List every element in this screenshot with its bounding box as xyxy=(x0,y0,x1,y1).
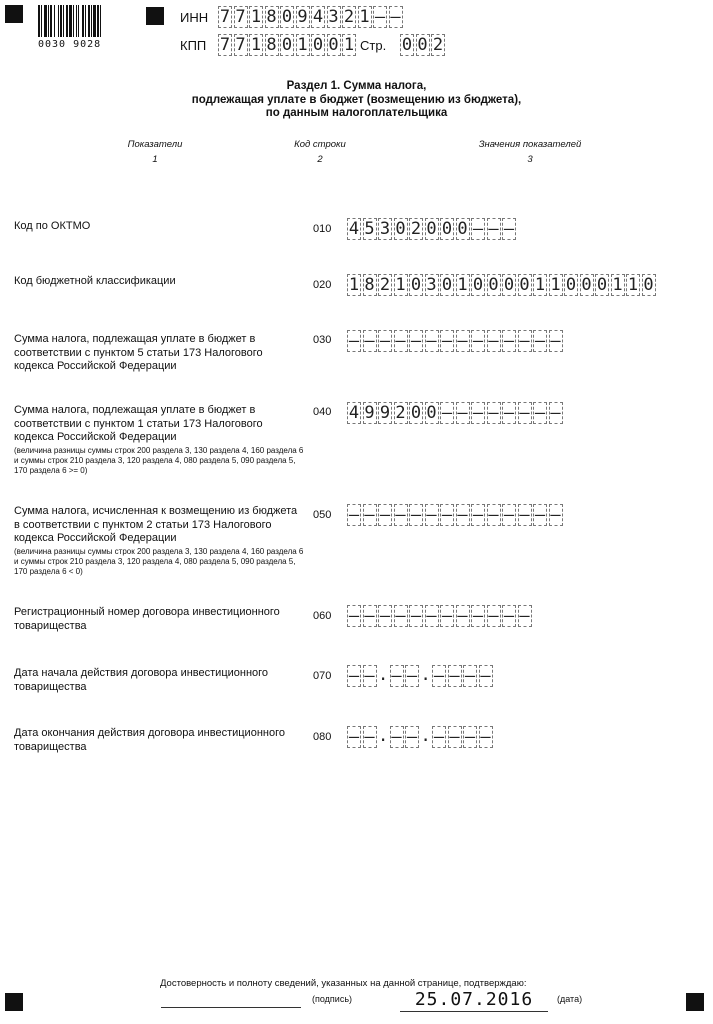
char-cell: – xyxy=(503,403,515,423)
char-cell: 0 xyxy=(426,219,437,239)
char-cell: 0 xyxy=(441,219,453,239)
row-value-cells xyxy=(347,665,494,687)
char-cell: – xyxy=(488,403,499,423)
char-cell: – xyxy=(457,331,468,351)
char-cell: – xyxy=(348,606,360,626)
inn-cells xyxy=(218,6,404,28)
char-cell: 9 xyxy=(364,403,375,423)
char-cell: 2 xyxy=(410,219,422,239)
signature-line xyxy=(161,1007,301,1008)
char-cell: 7 xyxy=(235,7,246,27)
char-cell: – xyxy=(534,403,546,423)
char-cell: – xyxy=(550,331,561,351)
section-title-line3: по данным налогоплательщика xyxy=(265,107,448,119)
char-cell: – xyxy=(395,505,406,525)
column-header-values xyxy=(460,137,600,167)
char-cell: – xyxy=(379,331,391,351)
char-cell: 3 xyxy=(328,7,339,27)
char-cell: – xyxy=(364,331,375,351)
char-cell: 1 xyxy=(612,275,623,295)
row-note: (величина разницы суммы строк 200 раздела 3, 130 раздела 4, 160 раздела 6 и суммы строк 210 раздела 3, 120 раздела 4, 080 раздела 5, 090 раздела 5, 170 раздела 6 >= 0) xyxy=(14,445,304,475)
char-cell: 0 xyxy=(401,35,413,55)
char-cell: – xyxy=(503,606,515,626)
column-number: 1 xyxy=(152,154,158,165)
char-cell: 1 xyxy=(359,7,370,27)
inn-label: ИНН xyxy=(180,10,209,25)
char-cell: 2 xyxy=(379,275,391,295)
char-cell: – xyxy=(534,505,546,525)
char-cell: – xyxy=(503,219,515,239)
char-cell: – xyxy=(395,606,406,626)
char-cell: – xyxy=(480,666,491,686)
char-cell: – xyxy=(472,505,484,525)
row-label: Регистрационный номер договора инвестиционного товарищества xyxy=(14,606,280,632)
char-cell: – xyxy=(449,666,460,686)
char-cell: . xyxy=(378,726,389,746)
column-header-indicators xyxy=(100,137,210,167)
corner-marker-top-left xyxy=(5,5,23,23)
char-cell: – xyxy=(519,331,530,351)
char-cell: – xyxy=(364,727,375,747)
row-value-cells xyxy=(347,330,564,352)
char-cell: – xyxy=(406,727,418,747)
char-cell: – xyxy=(449,727,460,747)
section-title xyxy=(0,80,713,121)
char-cell: – xyxy=(441,403,453,423)
char-cell: – xyxy=(364,666,375,686)
barcode-number: 0030 9028 xyxy=(38,39,102,50)
char-cell: 4 xyxy=(348,219,360,239)
char-cell: 0 xyxy=(410,275,422,295)
char-cell: – xyxy=(395,331,406,351)
char-cell: – xyxy=(550,403,561,423)
char-cell: 1 xyxy=(627,275,639,295)
char-cell: 2 xyxy=(343,7,355,27)
char-cell: – xyxy=(472,219,484,239)
section-title-line1: Раздел 1. Сумма налога, xyxy=(286,80,427,92)
char-cell: – xyxy=(374,7,386,27)
row-label-text: Сумма налога, подлежащая уплате в бюджет в соответствии с пунктом 1 статьи 173 Налогового кодекса Российской Федерации xyxy=(14,404,263,443)
char-cell: – xyxy=(406,666,418,686)
char-cell: – xyxy=(410,606,422,626)
char-cell: . xyxy=(420,726,431,746)
char-cell: – xyxy=(433,727,445,747)
column-header-code xyxy=(275,137,365,167)
char-cell: 0 xyxy=(472,275,484,295)
char-cell: 0 xyxy=(281,7,293,27)
corner-marker-bottom-right xyxy=(686,993,704,1011)
row-value-cells xyxy=(347,726,494,748)
column-label: Показатели xyxy=(127,139,183,150)
row-label: Код по ОКТМО xyxy=(14,220,91,232)
char-cell: – xyxy=(480,727,491,747)
char-cell: 9 xyxy=(379,403,391,423)
char-cell: 1 xyxy=(550,275,561,295)
char-cell: – xyxy=(472,331,484,351)
char-cell: – xyxy=(488,219,499,239)
date-value: 25.07.2016 xyxy=(400,988,548,1012)
char-cell: – xyxy=(457,606,468,626)
row-note: (величина разницы суммы строк 200 раздела 3, 130 раздела 4, 160 раздела 6 и суммы строк 210 раздела 3, 120 раздела 4, 080 раздела 5, 090 раздела 5, 170 раздела 6 < 0) xyxy=(14,546,304,576)
char-cell: 0 xyxy=(643,275,654,295)
char-cell: . xyxy=(420,665,431,685)
char-cell: 8 xyxy=(266,7,277,27)
char-cell: 7 xyxy=(219,7,231,27)
confirmation-text: Достоверность и полноту сведений, указанных на данной странице, подтверждаю: xyxy=(160,978,527,989)
char-cell: 7 xyxy=(219,35,231,55)
char-cell: – xyxy=(519,606,530,626)
char-cell: – xyxy=(426,505,437,525)
section-title-line2: подлежащая уплате в бюджет (возмещению из бюджета), xyxy=(191,93,522,106)
barcode-bars xyxy=(38,5,122,37)
char-cell: – xyxy=(379,606,391,626)
char-cell: – xyxy=(348,727,360,747)
char-cell: – xyxy=(441,505,453,525)
char-cell: – xyxy=(519,403,530,423)
char-cell: – xyxy=(503,505,515,525)
char-cell: 0 xyxy=(596,275,608,295)
row-code: 040 xyxy=(313,406,332,418)
char-cell: 3 xyxy=(379,219,391,239)
row-code: 060 xyxy=(313,610,332,622)
row-label: Сумма налога, подлежащая уплате в бюджет в соответствии с пунктом 5 статьи 173 Налогового кодекса Российской Федерации xyxy=(14,333,263,372)
row-label xyxy=(14,505,304,577)
char-cell: – xyxy=(488,505,499,525)
char-cell: – xyxy=(503,331,515,351)
char-cell: – xyxy=(426,606,437,626)
char-cell: 0 xyxy=(503,275,515,295)
row-label: Код бюджетной классификации xyxy=(14,275,176,287)
char-cell: 1 xyxy=(457,275,468,295)
char-cell: – xyxy=(391,666,402,686)
char-cell: – xyxy=(519,505,530,525)
row-code: 030 xyxy=(313,334,332,346)
char-cell: – xyxy=(348,666,360,686)
char-cell: – xyxy=(410,331,422,351)
char-cell: – xyxy=(550,505,561,525)
char-cell: 0 xyxy=(519,275,530,295)
row-label: Дата окончания действия договора инвестиционного товарищества xyxy=(14,727,285,753)
char-cell: 1 xyxy=(348,275,360,295)
char-cell: 0 xyxy=(395,219,406,239)
char-cell: – xyxy=(364,505,375,525)
char-cell: 4 xyxy=(312,7,324,27)
char-cell: – xyxy=(348,505,360,525)
char-cell: 1 xyxy=(250,35,262,55)
char-cell: 1 xyxy=(343,35,355,55)
row-value-cells xyxy=(347,504,564,526)
barcode-bar xyxy=(101,5,103,37)
row-label xyxy=(14,404,304,476)
char-cell: 0 xyxy=(312,35,324,55)
date-caption: (дата) xyxy=(557,994,583,1004)
char-cell: 1 xyxy=(250,7,262,27)
row-code: 070 xyxy=(313,670,332,682)
char-cell: 7 xyxy=(235,35,246,55)
page-label: Стр. xyxy=(360,38,387,53)
char-cell: 2 xyxy=(395,403,406,423)
char-cell: 0 xyxy=(281,35,293,55)
char-cell: – xyxy=(464,727,476,747)
char-cell: 0 xyxy=(488,275,499,295)
char-cell: 4 xyxy=(348,403,360,423)
column-label: Код строки xyxy=(294,139,346,150)
char-cell: 0 xyxy=(457,219,468,239)
barcode xyxy=(38,5,122,50)
char-cell: – xyxy=(348,331,360,351)
char-cell: – xyxy=(441,606,453,626)
char-cell: – xyxy=(433,666,445,686)
char-cell: – xyxy=(391,727,402,747)
row-code: 080 xyxy=(313,731,332,743)
corner-marker-top-mid xyxy=(146,7,164,25)
char-cell: 0 xyxy=(328,35,339,55)
char-cell: – xyxy=(390,7,401,27)
kpp-cells xyxy=(218,34,358,56)
row-code: 050 xyxy=(313,509,332,521)
char-cell: 8 xyxy=(266,35,277,55)
char-cell: 0 xyxy=(426,403,437,423)
char-cell: 1 xyxy=(534,275,546,295)
char-cell: – xyxy=(464,666,476,686)
row-code: 010 xyxy=(313,223,332,235)
char-cell: – xyxy=(472,403,484,423)
row-value-cells xyxy=(347,274,657,296)
row-value-cells xyxy=(347,605,533,627)
char-cell: – xyxy=(457,505,468,525)
char-cell: 1 xyxy=(297,35,308,55)
row-value-cells xyxy=(347,218,518,240)
char-cell: – xyxy=(441,331,453,351)
char-cell: – xyxy=(488,606,499,626)
char-cell: 0 xyxy=(441,275,453,295)
char-cell: 9 xyxy=(297,7,308,27)
row-label: Дата начала действия договора инвестиционного товарищества xyxy=(14,667,269,693)
char-cell: 5 xyxy=(364,219,375,239)
row-code: 020 xyxy=(313,279,332,291)
column-number: 2 xyxy=(317,154,323,165)
column-label: Значения показателей xyxy=(478,139,582,150)
char-cell: . xyxy=(378,665,389,685)
char-cell: 8 xyxy=(364,275,375,295)
char-cell: 0 xyxy=(417,35,428,55)
page-number-cells xyxy=(400,34,447,56)
char-cell: 3 xyxy=(426,275,437,295)
char-cell: 0 xyxy=(410,403,422,423)
row-label-text: Сумма налога, исчисленная к возмещению из бюджета в соответствии с пунктом 2 статьи 173 Налогового кодекса Российской Федерации xyxy=(14,505,298,544)
char-cell: – xyxy=(472,606,484,626)
row-value-cells xyxy=(347,402,564,424)
char-cell: 0 xyxy=(581,275,592,295)
char-cell: 2 xyxy=(432,35,444,55)
char-cell: – xyxy=(426,331,437,351)
char-cell: 0 xyxy=(565,275,577,295)
column-number: 3 xyxy=(527,154,533,165)
char-cell: – xyxy=(534,331,546,351)
char-cell: 1 xyxy=(395,275,406,295)
char-cell: – xyxy=(457,403,468,423)
char-cell: – xyxy=(364,606,375,626)
corner-marker-bottom-left xyxy=(5,993,23,1011)
char-cell: – xyxy=(410,505,422,525)
char-cell: – xyxy=(379,505,391,525)
signature-caption: (подпись) xyxy=(312,994,353,1004)
kpp-label: КПП xyxy=(180,38,207,53)
char-cell: – xyxy=(488,331,499,351)
